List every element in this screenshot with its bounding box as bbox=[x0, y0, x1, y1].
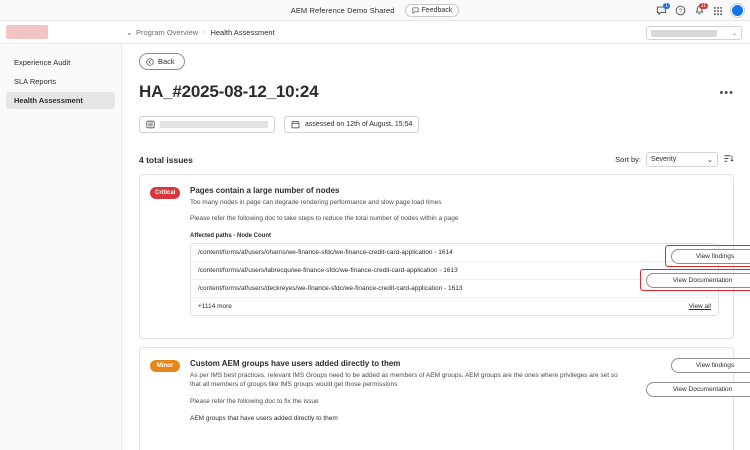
sidebar-item-label: Health Assessment bbox=[14, 96, 83, 105]
path-value: /content/forms/af/users/labrecqu/we-finance-sfdc/we-finance-credit-card-application - 1613 bbox=[198, 267, 458, 274]
shared-label: AEM Reference Demo Shared bbox=[290, 5, 395, 15]
page-title: HA_#2025-08-12_10:24 bbox=[139, 82, 319, 101]
sidebar-item-health-assessment[interactable] bbox=[6, 92, 115, 109]
highlight-view-documentation bbox=[640, 269, 750, 291]
apps-icon[interactable] bbox=[712, 5, 724, 17]
sidebar-item-label: Experience Audit bbox=[14, 58, 71, 67]
calendar-icon bbox=[291, 120, 300, 129]
chat-icon bbox=[412, 7, 419, 14]
view-findings-label: View findings bbox=[695, 253, 735, 260]
view-documentation-label: View Documentation bbox=[672, 386, 733, 393]
sidebar-item-experience-audit[interactable] bbox=[6, 54, 115, 71]
sort-order-icon[interactable] bbox=[723, 153, 734, 166]
table-row[interactable] bbox=[191, 262, 718, 280]
assessed-date-pill bbox=[284, 116, 419, 133]
chevron-down-icon[interactable]: ⌄ bbox=[126, 28, 133, 37]
status-badge: Minor bbox=[150, 360, 180, 372]
bell-icon[interactable] bbox=[693, 2, 706, 17]
list-selector-pill[interactable] bbox=[139, 116, 275, 133]
sort-select[interactable] bbox=[646, 152, 718, 167]
table-row[interactable] bbox=[191, 280, 718, 298]
affected-paths-label: Affected paths - Node Count bbox=[190, 233, 271, 239]
breadcrumb bbox=[136, 21, 275, 44]
list-selector-value bbox=[160, 121, 268, 128]
issue-description-1: Too many nodes in page can degrade rendering performance and slow page load times bbox=[190, 199, 442, 206]
chevron-down-icon: ⌄ bbox=[731, 30, 737, 37]
table-row[interactable] bbox=[191, 244, 718, 262]
main-content bbox=[122, 44, 750, 450]
top-bar-right bbox=[655, 0, 744, 21]
sidebar-item-sla-reports[interactable] bbox=[6, 73, 115, 90]
redacted-logo bbox=[6, 25, 48, 39]
view-documentation-button[interactable] bbox=[646, 382, 750, 397]
breadcrumb-item-program-overview[interactable]: Program Overview bbox=[136, 28, 199, 37]
highlight-view-findings bbox=[665, 245, 750, 267]
sort-select-value: Severity bbox=[651, 156, 677, 163]
breadcrumb-bar bbox=[0, 21, 750, 44]
feedback-label: Feedback bbox=[421, 6, 453, 14]
issue-title: Custom AEM groups have users added directly to them bbox=[190, 359, 401, 368]
path-value: /content/forms/af/users/deckreyes/we-finance-sfdc/we-finance-credit-card-application - 1613 bbox=[198, 285, 463, 292]
breadcrumb-item-health-assessment[interactable]: Health Assessment bbox=[210, 28, 275, 37]
chevron-down-icon: ⌄ bbox=[707, 156, 713, 164]
issue-card-critical bbox=[139, 174, 734, 339]
top-bar bbox=[0, 0, 750, 21]
avatar[interactable] bbox=[731, 4, 744, 17]
status-badge: Critical bbox=[150, 187, 180, 199]
sort-label: Sort by: bbox=[615, 155, 641, 164]
list-icon bbox=[146, 120, 155, 129]
sidebar-item-label: SLA Reports bbox=[14, 77, 57, 86]
issues-count: 4 total issues bbox=[139, 155, 193, 165]
chat-badge: 1 bbox=[663, 3, 670, 9]
breadcrumb-separator: › bbox=[203, 29, 206, 36]
more-options-button[interactable]: ••• bbox=[719, 87, 734, 99]
back-button-label: Back bbox=[158, 57, 175, 66]
chevron-left-icon bbox=[146, 58, 154, 66]
more-count-label: +1114 more bbox=[198, 303, 232, 310]
sort-controls bbox=[615, 152, 734, 167]
top-bar-center bbox=[0, 0, 750, 21]
back-button[interactable] bbox=[139, 53, 185, 70]
help-icon[interactable] bbox=[674, 5, 686, 17]
svg-text:?: ? bbox=[678, 8, 682, 15]
issue-description-2: Please refer the following doc to fix the issue bbox=[190, 398, 319, 405]
org-selector-value bbox=[651, 30, 717, 37]
issue-description-2: Please refer the following doc to take steps to reduce the total number of nodes within a page bbox=[190, 215, 459, 222]
assessed-date-label: assessed on 12th of August, 15:54 bbox=[305, 121, 413, 128]
notification-badge: 11 bbox=[700, 2, 706, 9]
view-documentation-label: View Documentation bbox=[672, 277, 733, 284]
chat-icon[interactable] bbox=[655, 2, 668, 17]
affected-groups-label: AEM groups that have users added directly to them bbox=[190, 415, 338, 422]
affected-paths-footer bbox=[191, 298, 718, 315]
sidebar bbox=[0, 44, 122, 450]
meta-pill-row bbox=[139, 116, 419, 133]
path-value: /content/forms/af/users/oharris/we-finance-sfdc/we-finance-credit-card-application - 1614 bbox=[198, 249, 453, 256]
issue-title: Pages contain a large number of nodes bbox=[190, 186, 340, 195]
org-selector[interactable] bbox=[646, 26, 742, 40]
view-findings-button[interactable] bbox=[671, 358, 750, 373]
issue-card-minor bbox=[139, 347, 734, 450]
feedback-button[interactable] bbox=[405, 4, 460, 17]
view-findings-label: View findings bbox=[695, 362, 735, 369]
issue-description-1: As per IMS best practices, relevant IMS Groups need to be added as members of AEM groups. AEM groups are the ones where privileges are set so that all members of groups like IMS groups would get those permissions bbox=[190, 372, 618, 388]
view-all-link[interactable]: View all bbox=[688, 303, 711, 310]
